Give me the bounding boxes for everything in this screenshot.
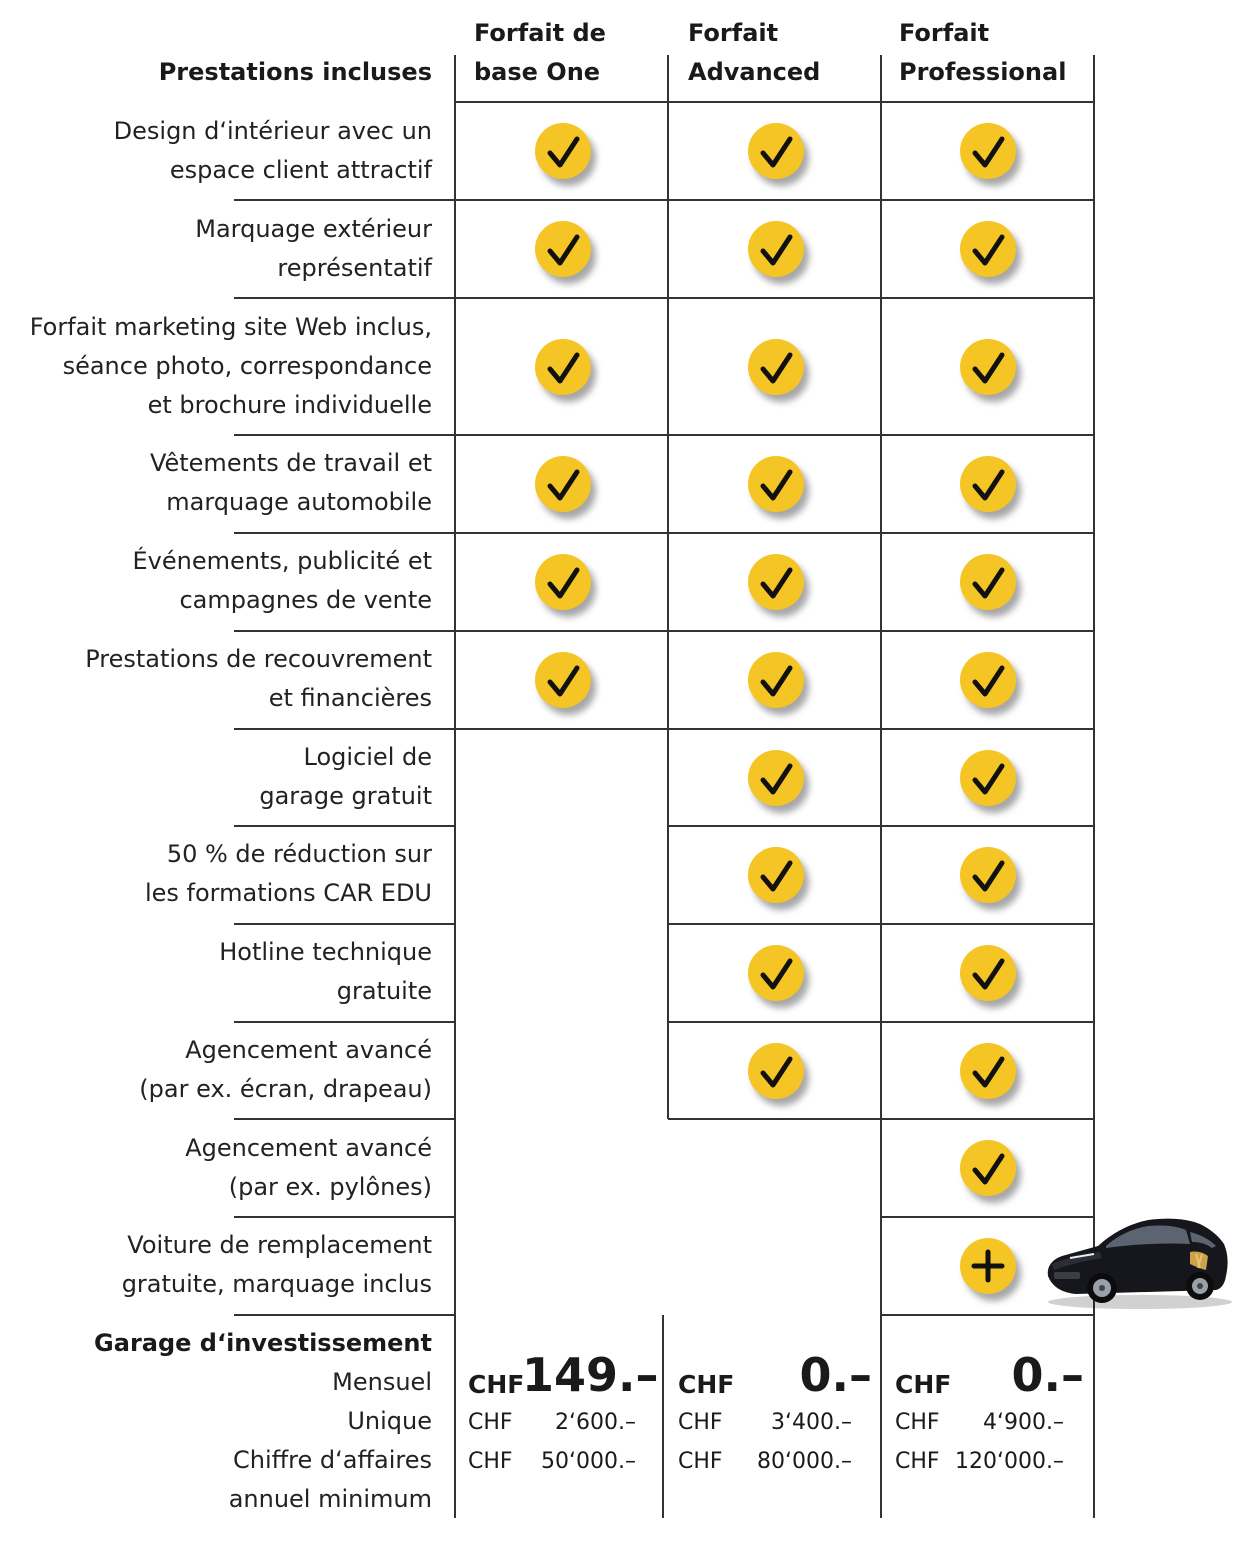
plan-column-vline [667, 924, 669, 1022]
check-icon [960, 221, 1016, 277]
investment-vline [454, 1315, 456, 1518]
plan-column-vline [880, 533, 882, 631]
plan-column-vline [454, 533, 456, 631]
plan-column-vline [454, 102, 456, 200]
plan-column-vline [454, 298, 456, 435]
check-icon [748, 339, 804, 395]
row-divider-plans [455, 434, 1094, 436]
header-vline [1093, 55, 1095, 102]
feature-label-events: Événements, publicité et campagnes de vente [132, 547, 432, 614]
check-icon [535, 221, 591, 277]
plan-one-title-line1: Forfait de [474, 19, 606, 47]
plan-advanced-title-line1: Forfait [688, 19, 779, 47]
plan-professional-turnover-currency: CHF [895, 1449, 940, 1474]
plan-professional-once-currency: CHF [895, 1410, 940, 1435]
plan-column-vline [1093, 826, 1095, 924]
row-divider-label [234, 297, 455, 299]
plan-column-vline [1093, 729, 1095, 826]
check-icon [960, 847, 1016, 903]
plan-column-vline [1093, 200, 1095, 298]
plan-one-monthly-currency: CHF [468, 1370, 525, 1399]
plan-column-vline [880, 102, 882, 200]
check-icon [960, 1140, 1016, 1196]
plan-column-vline [880, 298, 882, 435]
investment-label-turnover-line1: Chiffre d‘affaires [233, 1446, 432, 1474]
row-divider-plans [455, 199, 1094, 201]
plan-professional-title-line2: Professional [899, 58, 1067, 86]
check-icon [960, 123, 1016, 179]
investment-title: Garage d‘investissement [94, 1329, 432, 1357]
investment-label-turnover-line2: annuel minimum [228, 1485, 432, 1513]
plan-column-vline [454, 435, 456, 533]
feature-label-collection-finance: Prestations de recouvrement et financières [85, 645, 432, 712]
plan-professional-title-line1: Forfait [899, 19, 990, 47]
row-divider-label [234, 1314, 455, 1316]
check-icon [748, 123, 804, 179]
car-image [1040, 1198, 1232, 1314]
plan-column-vline [667, 1022, 669, 1119]
label-column-vline [454, 1022, 456, 1119]
check-icon [748, 1043, 804, 1099]
label-column-vline [454, 1119, 456, 1217]
feature-label-exterior-branding: Marquage extérieur représentatif [195, 215, 432, 282]
check-icon [535, 339, 591, 395]
plan-column-vline [1093, 102, 1095, 200]
check-icon [535, 123, 591, 179]
check-icon [960, 750, 1016, 806]
feature-label-advanced-fitout-pylons: Agencement avancé (par ex. pylônes) [185, 1134, 432, 1201]
plan-advanced-turnover-currency: CHF [678, 1449, 723, 1474]
label-column-vline [454, 729, 456, 826]
plan-column-vline [1093, 533, 1095, 631]
plan-advanced-monthly-currency: CHF [678, 1370, 735, 1399]
label-column-vline [454, 826, 456, 924]
header-divider [455, 101, 1094, 103]
plan-professional-monthly-amount: 0.– [1011, 1348, 1084, 1402]
plan-column-vline [1093, 1022, 1095, 1119]
row-divider-label [234, 532, 455, 534]
plan-column-vline [667, 298, 669, 435]
row-divider-label [234, 434, 455, 436]
plan-advanced-once-amount: 3‘400.– [771, 1410, 852, 1435]
plan-one-once-currency: CHF [468, 1410, 513, 1435]
feature-label-workwear: Vêtements de travail et marquage automobile [149, 449, 432, 516]
plan-one-monthly-amount: 149.– [522, 1348, 659, 1402]
plan-one-turnover-currency: CHF [468, 1449, 513, 1474]
investment-vline [662, 1315, 664, 1518]
check-icon [535, 554, 591, 610]
check-icon [748, 847, 804, 903]
plan-professional-once-amount: 4‘900.– [983, 1410, 1064, 1435]
row-divider-plans [455, 630, 1094, 632]
feature-label-replacement-car: Voiture de remplacement gratuite, marquage inclus [121, 1231, 432, 1298]
label-column-vline [454, 1217, 456, 1315]
check-icon [748, 456, 804, 512]
feature-label-training-discount: 50 % de réduction sur les formations CAR EDU [144, 840, 432, 907]
check-icon [960, 945, 1016, 1001]
row-divider-label [234, 1118, 455, 1120]
plan-column-vline [880, 924, 882, 1022]
plan-professional-monthly-currency: CHF [895, 1370, 952, 1399]
plan-column-vline [1093, 298, 1095, 435]
investment-vline [880, 1315, 882, 1518]
plan-column-vline [1093, 631, 1095, 729]
check-icon [748, 221, 804, 277]
check-icon [748, 945, 804, 1001]
row-divider-label [234, 825, 455, 827]
investment-vline [1093, 1315, 1095, 1518]
investment-label-once: Unique [347, 1407, 432, 1435]
plan-column-vline [880, 1119, 882, 1217]
plan-column-vline [667, 533, 669, 631]
check-icon [960, 554, 1016, 610]
plan-advanced-title-line2: Advanced [688, 58, 821, 86]
row-divider-label [234, 199, 455, 201]
plan-column-vline [880, 435, 882, 533]
plan-column-vline [1093, 435, 1095, 533]
check-icon [960, 652, 1016, 708]
plan-column-vline [667, 435, 669, 533]
plus-icon [960, 1238, 1016, 1294]
check-icon [535, 456, 591, 512]
plan-column-vline [880, 200, 882, 298]
feature-label-hotline: Hotline technique gratuite [219, 938, 432, 1005]
plan-column-vline [880, 729, 882, 826]
plan-column-vline [454, 200, 456, 298]
plan-column-vline [880, 826, 882, 924]
investment-label-monthly: Mensuel [332, 1368, 432, 1396]
row-divider-label [234, 630, 455, 632]
row-divider-label [234, 1021, 455, 1023]
row-divider-plans [881, 1314, 1094, 1316]
check-icon [960, 1043, 1016, 1099]
check-icon [960, 456, 1016, 512]
check-icon [748, 750, 804, 806]
plan-advanced-once-currency: CHF [678, 1410, 723, 1435]
plan-column-vline [667, 631, 669, 729]
check-icon [748, 554, 804, 610]
plan-professional-turnover-amount: 120‘000.– [955, 1449, 1064, 1474]
row-divider-label [234, 1216, 455, 1218]
plan-column-vline [667, 826, 669, 924]
plan-column-vline [880, 1217, 882, 1315]
header-vline [880, 55, 882, 102]
plan-column-vline [880, 1022, 882, 1119]
feature-label-advanced-fitout-screen: Agencement avancé (par ex. écran, drapeau) [139, 1036, 432, 1103]
row-divider-plans [455, 728, 1094, 730]
plan-column-vline [667, 200, 669, 298]
row-divider-plans [455, 297, 1094, 299]
header-vline [454, 55, 456, 102]
plan-one-turnover-amount: 50‘000.– [541, 1449, 636, 1474]
header-vline [667, 55, 669, 102]
row-divider-label [234, 728, 455, 730]
feature-label-interior-design: Design d‘intérieur avec un espace client attractif [113, 117, 432, 184]
check-icon [535, 652, 591, 708]
plan-column-vline [667, 729, 669, 826]
header-label-column: Prestations incluses [158, 58, 432, 86]
check-icon [748, 652, 804, 708]
label-column-vline [454, 924, 456, 1022]
plan-advanced-monthly-amount: 0.– [799, 1348, 872, 1402]
plan-one-title-line2: base One [474, 58, 601, 86]
check-icon [960, 339, 1016, 395]
plan-column-vline [454, 631, 456, 729]
row-divider-label [234, 923, 455, 925]
feature-label-garage-software: Logiciel de garage gratuit [259, 743, 432, 810]
feature-label-marketing-package: Forfait marketing site Web inclus, séance photo, correspondance et brochure individuelle [29, 313, 432, 419]
plan-column-vline [667, 102, 669, 200]
row-divider-plans [455, 532, 1094, 534]
plan-column-vline [880, 631, 882, 729]
plan-advanced-turnover-amount: 80‘000.– [757, 1449, 852, 1474]
plan-one-once-amount: 2‘600.– [555, 1410, 636, 1435]
plan-column-vline [1093, 924, 1095, 1022]
